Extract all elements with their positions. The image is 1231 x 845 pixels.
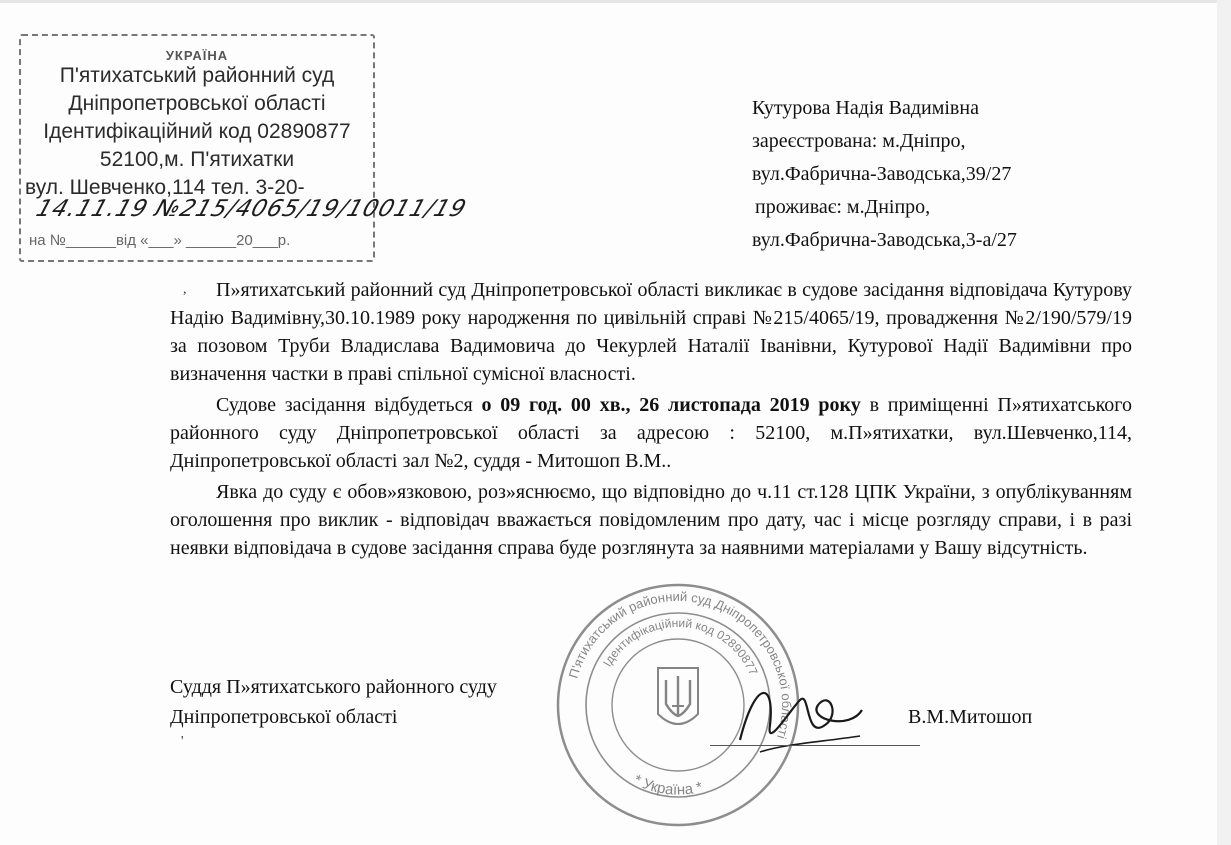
- stamp-region: Дніпропетровської області: [68, 92, 326, 115]
- addressee-registered: зареєстрована: м.Дніпро,: [752, 130, 966, 152]
- signature-underline: [710, 745, 920, 746]
- signature-position-line1: Суддя П»ятихатського районного суду: [170, 676, 497, 698]
- paragraph-hearing: [170, 391, 1132, 475]
- stamp-court: П'ятихатський районний суд: [59, 64, 335, 87]
- addressee-lives: проживає: м.Дніпро,: [755, 196, 931, 218]
- addressee-name: Кутурова Надія Вадимівна: [752, 97, 979, 119]
- addressee-registered-street: вул.Фабрична-Заводська,39/27: [752, 163, 1012, 185]
- scan-mark: ': [181, 734, 184, 749]
- paragraph-attendance: Явка до суду є обов»язковою, роз»яснюємо, що відповідно до ч.11 ст.128 ЦПК України, з опублікуванням оголошення про виклик - відповідач вважається повідомленим про дату, час і місце розгляду справи, і в разі неявки відповідача в судове засідання справа буде розглянута за наявними матеріалами у Вашу відсутність.: [170, 481, 1132, 559]
- hearing-location: в приміщенні П»ятихатського районного суду Дніпропетровської області за адресою : 52100, м.П»ятихатки, вул.Шевченко,114, Дніпропетровської області зал №2, суддя - Митошоп В.М..: [170, 394, 1132, 472]
- paragraph-summons: П»ятихатський районний суд Дніпропетровської області викликає в судове засідання відповідача Кутурову Надію Вадимівну,30.10.1989 року народження по цивільній справі №215/4065/19, провадження №2/190/579/19 за позовом Труби Владислава Вадимовича до Чекурлей Наталії Іванівни, Кутурової Надії Вадимівни про визначення частки в праві спільної сумісної власності.: [170, 279, 1132, 385]
- scan-edge-right: [1217, 0, 1231, 845]
- registration-stamp: [19, 34, 471, 262]
- stamp-country: УКРАЇНА: [165, 48, 229, 63]
- seal-outer-text: П'ятихатський районний суд Дніпропетровської області: [565, 588, 795, 741]
- signature-name: В.М.Митошоп: [908, 706, 1033, 728]
- signature-position-line2: Дніпропетровської області: [170, 706, 398, 728]
- seal-inner-text: Ідентифікаційний код 02890877: [600, 615, 761, 678]
- scan-edge-top: [0, 0, 1231, 3]
- addressee-block: [752, 92, 1017, 257]
- stamp-postal: 52100,м. П'ятихатки: [99, 148, 295, 171]
- stamp-id-code: Ідентифікаційний код 02890877: [43, 120, 351, 143]
- summons-body: [170, 276, 1132, 565]
- hearing-intro: Судове засідання відбудеться: [216, 394, 482, 416]
- trident-emblem: [658, 668, 698, 724]
- stamp-handwritten-ref: 14.11.19 №215/4065/19/10011/19: [32, 196, 471, 222]
- addressee-lives-street: вул.Фабрична-Заводська,3-а/27: [752, 229, 1017, 251]
- stamp-reply-line: на №______від «___» ______20___р.: [29, 232, 291, 249]
- seal-bottom-text: * Україна *: [630, 771, 705, 799]
- scan-mark: ,: [183, 282, 187, 297]
- hearing-datetime: о 09 год. 00 хв., 26 листопада 2019 року: [481, 394, 861, 416]
- stamp-street: вул. Шевченко,114 тел. 3-20-: [25, 176, 305, 199]
- judge-signature: [730, 670, 870, 760]
